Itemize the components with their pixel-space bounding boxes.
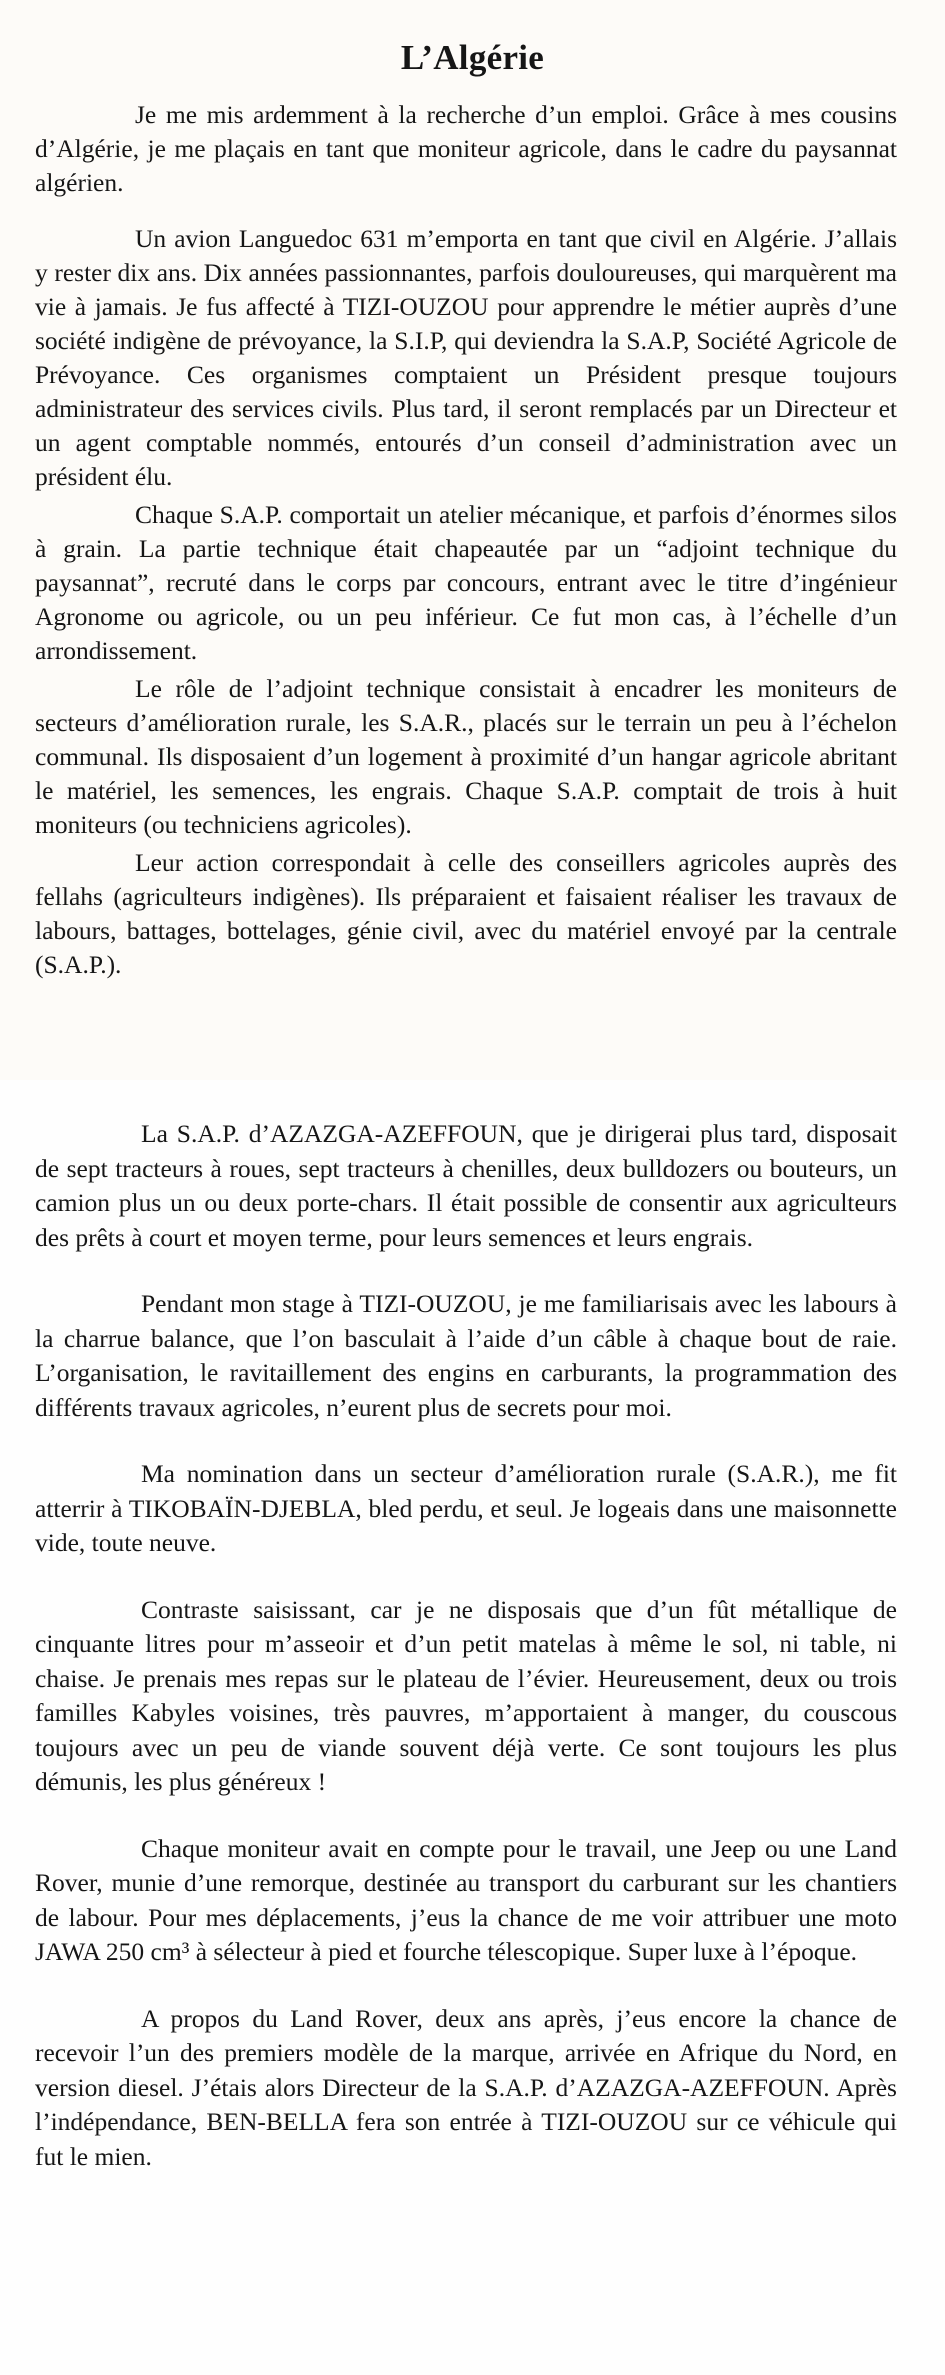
paragraph: Contraste saisissant, car je ne disposais que d’un fût métallique de cinquante litres pour m’asseoir et d’un petit matelas à même le sol, ni table, ni chaise. Je prenais mes repas sur le plateau de l’évier. Heureusement, deux ou trois familles Kabyles voisines, très pauvres, m’apportaient à manger, du couscous toujours avec un peu de viande souvent déjà verte. Ce sont toujours les plus démunis, les plus généreux ! bbox=[35, 1594, 897, 1796]
page-title: L’Algérie bbox=[400, 38, 545, 77]
paragraph: Chaque moniteur avait en compte pour le travail, une Jeep ou une Land Rover, munie d’une remorque, destinée au transport du carburant sur les chantiers de labour. Pour mes déplacements, j’eus la chance de me voir attribuer une moto JAWA 250 cm³ à sélecteur à pied et fourche télescopique. Super luxe à l’époque. bbox=[35, 1833, 897, 1966]
paragraph: Un avion Languedoc 631 m’emporta en tant que civil en Algérie. J’allais y rester dix ans. Dix années passionnantes, parfois douloureuses, qui marquèrent ma vie à jamais. Je fus affecté à TIZI-OUZOU pour apprendre le métier auprès d’une société indigène de prévoyance, la S.I.P, qui deviendra la S.A.P, Société Agricole de Prévoyance. Ces organismes comptaient un Président presque toujours administrateur des services civils. Plus tard, il seront remplacés par un Directeur et un agent comptable nommés, entourés d’un conseil d’administration avec un président élu. bbox=[35, 224, 897, 491]
lower-text-block bbox=[35, 1117, 897, 2206]
paragraph: Leur action correspondait à celle des conseillers agricoles auprès des fellahs (agriculteurs indigènes). Ils préparaient et faisaient réaliser les travaux de labours, battages, bottelages, génie civil, avec du matériel envoyé par la centrale (S.A.P.). bbox=[35, 848, 897, 979]
paragraph: Je me mis ardemment à la recherche d’un emploi. Grâce à mes cousins d’Algérie, je me plaçais en tant que moniteur agricole, dans le cadre du paysannat algérien. bbox=[35, 100, 897, 197]
paragraph: Chaque S.A.P. comportait un atelier mécanique, et parfois d’énormes silos à grain. La partie technique était chapeautée par un “adjoint technique du paysannat”, recruté dans le corps par concours, entrant avec le titre d’ingénieur Agronome ou agricole, ou un peu inférieur. Ce fut mon cas, à l’échelle d’un arrondissement. bbox=[35, 500, 897, 665]
upper-text-block bbox=[35, 98, 897, 982]
paragraph: Le rôle de l’adjoint technique consistait à encadrer les moniteurs de secteurs d’amélioration rurale, les S.A.R., placés sur le terrain un peu à l’échelon communal. Ils disposaient d’un logement à proximité d’un hangar agricole abritant le matériel, les semences, les engrais. Chaque S.A.P. comptait de trois à huit moniteurs (ou techniciens agricoles). bbox=[35, 674, 897, 839]
paragraph: Ma nomination dans un secteur d’amélioration rurale (S.A.R.), me fit atterrir à TIKOBAÏN-DJEBLA, bled perdu, et seul. Je logeais dans une maisonnette vide, toute neuve. bbox=[35, 1459, 897, 1557]
paragraph: La S.A.P. d’AZAZGA-AZEFFOUN, que je dirigerai plus tard, disposait de sept tracteurs à roues, sept tracteurs à chenilles, deux bulldozers ou bouteurs, un camion plus un ou deux porte-chars. Il était possible de consentir aux agriculteurs des prêts à court et moyen terme, pour leurs semences et leurs engrais. bbox=[35, 1119, 897, 1252]
paragraph: A propos du Land Rover, deux ans après, j’eus encore la chance de recevoir l’un des premiers modèle de la marque, arrivée en Afrique du Nord, en version diesel. J’étais alors Directeur de la S.A.P. d’AZAZGA-AZEFFOUN. Après l’indépendance, BEN-BELLA fera son entrée à TIZI-OUZOU sur ce véhicule qui fut le mien. bbox=[35, 2003, 897, 2171]
paragraph: Pendant mon stage à TIZI-OUZOU, je me familiarisais avec les labours à la charrue balance, que l’on basculait à l’aide d’un câble à chaque bout de raie. L’organisation, le ravitaillement des engins en carburants, la programmation des différents travaux agricoles, n’eurent plus de secrets pour moi. bbox=[35, 1289, 897, 1422]
